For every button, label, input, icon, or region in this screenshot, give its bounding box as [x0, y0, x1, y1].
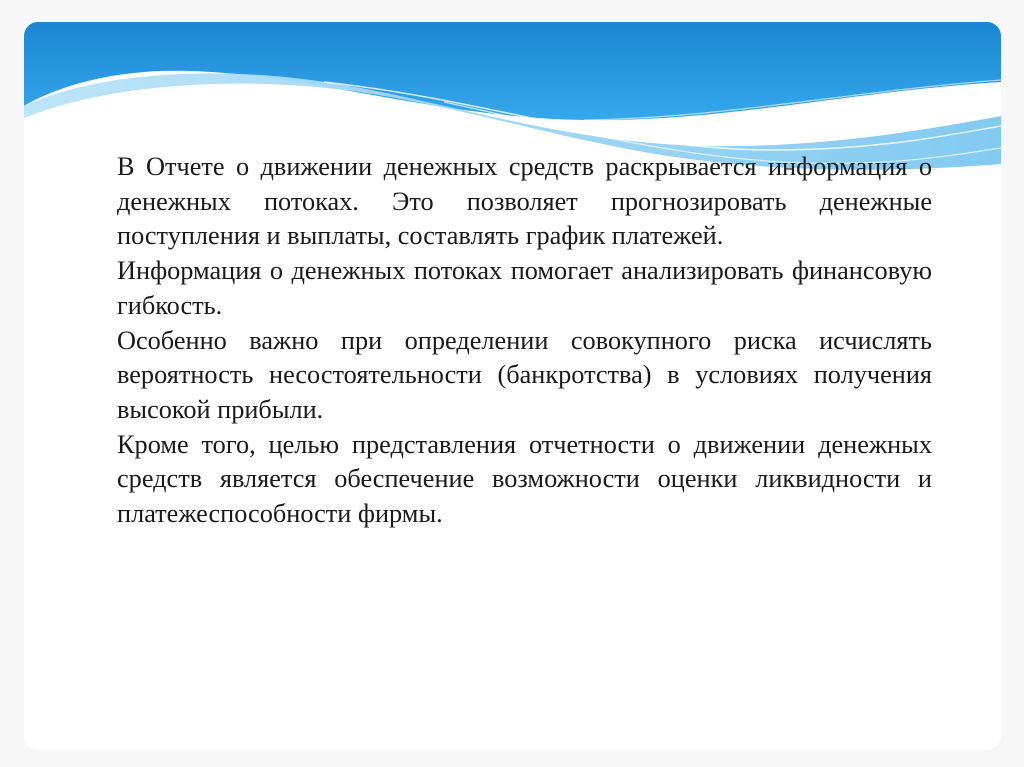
slide-body-text: [117, 150, 932, 532]
slide-card: [24, 22, 1001, 750]
paragraph-4: Кроме того, целью представления отчетности о движении денежных средств является обеспечение возможности оценки ликвидности и платежеспособности фирмы.: [117, 429, 932, 529]
paragraph-3: Особенно важно при определении совокупного риска исчислять вероятность несостоятельности (банкротства) в условиях получения высокой прибыли.: [117, 325, 932, 424]
paragraph-2: Информация о денежных потоках помогает анализировать финансовую гибкость.: [117, 256, 932, 320]
paragraph-1: В Отчете о движении денежных средств раскрывается информация о денежных потоках. Это позволяет прогнозировать денежные поступления и выплаты, составлять график платежей.: [117, 152, 932, 251]
